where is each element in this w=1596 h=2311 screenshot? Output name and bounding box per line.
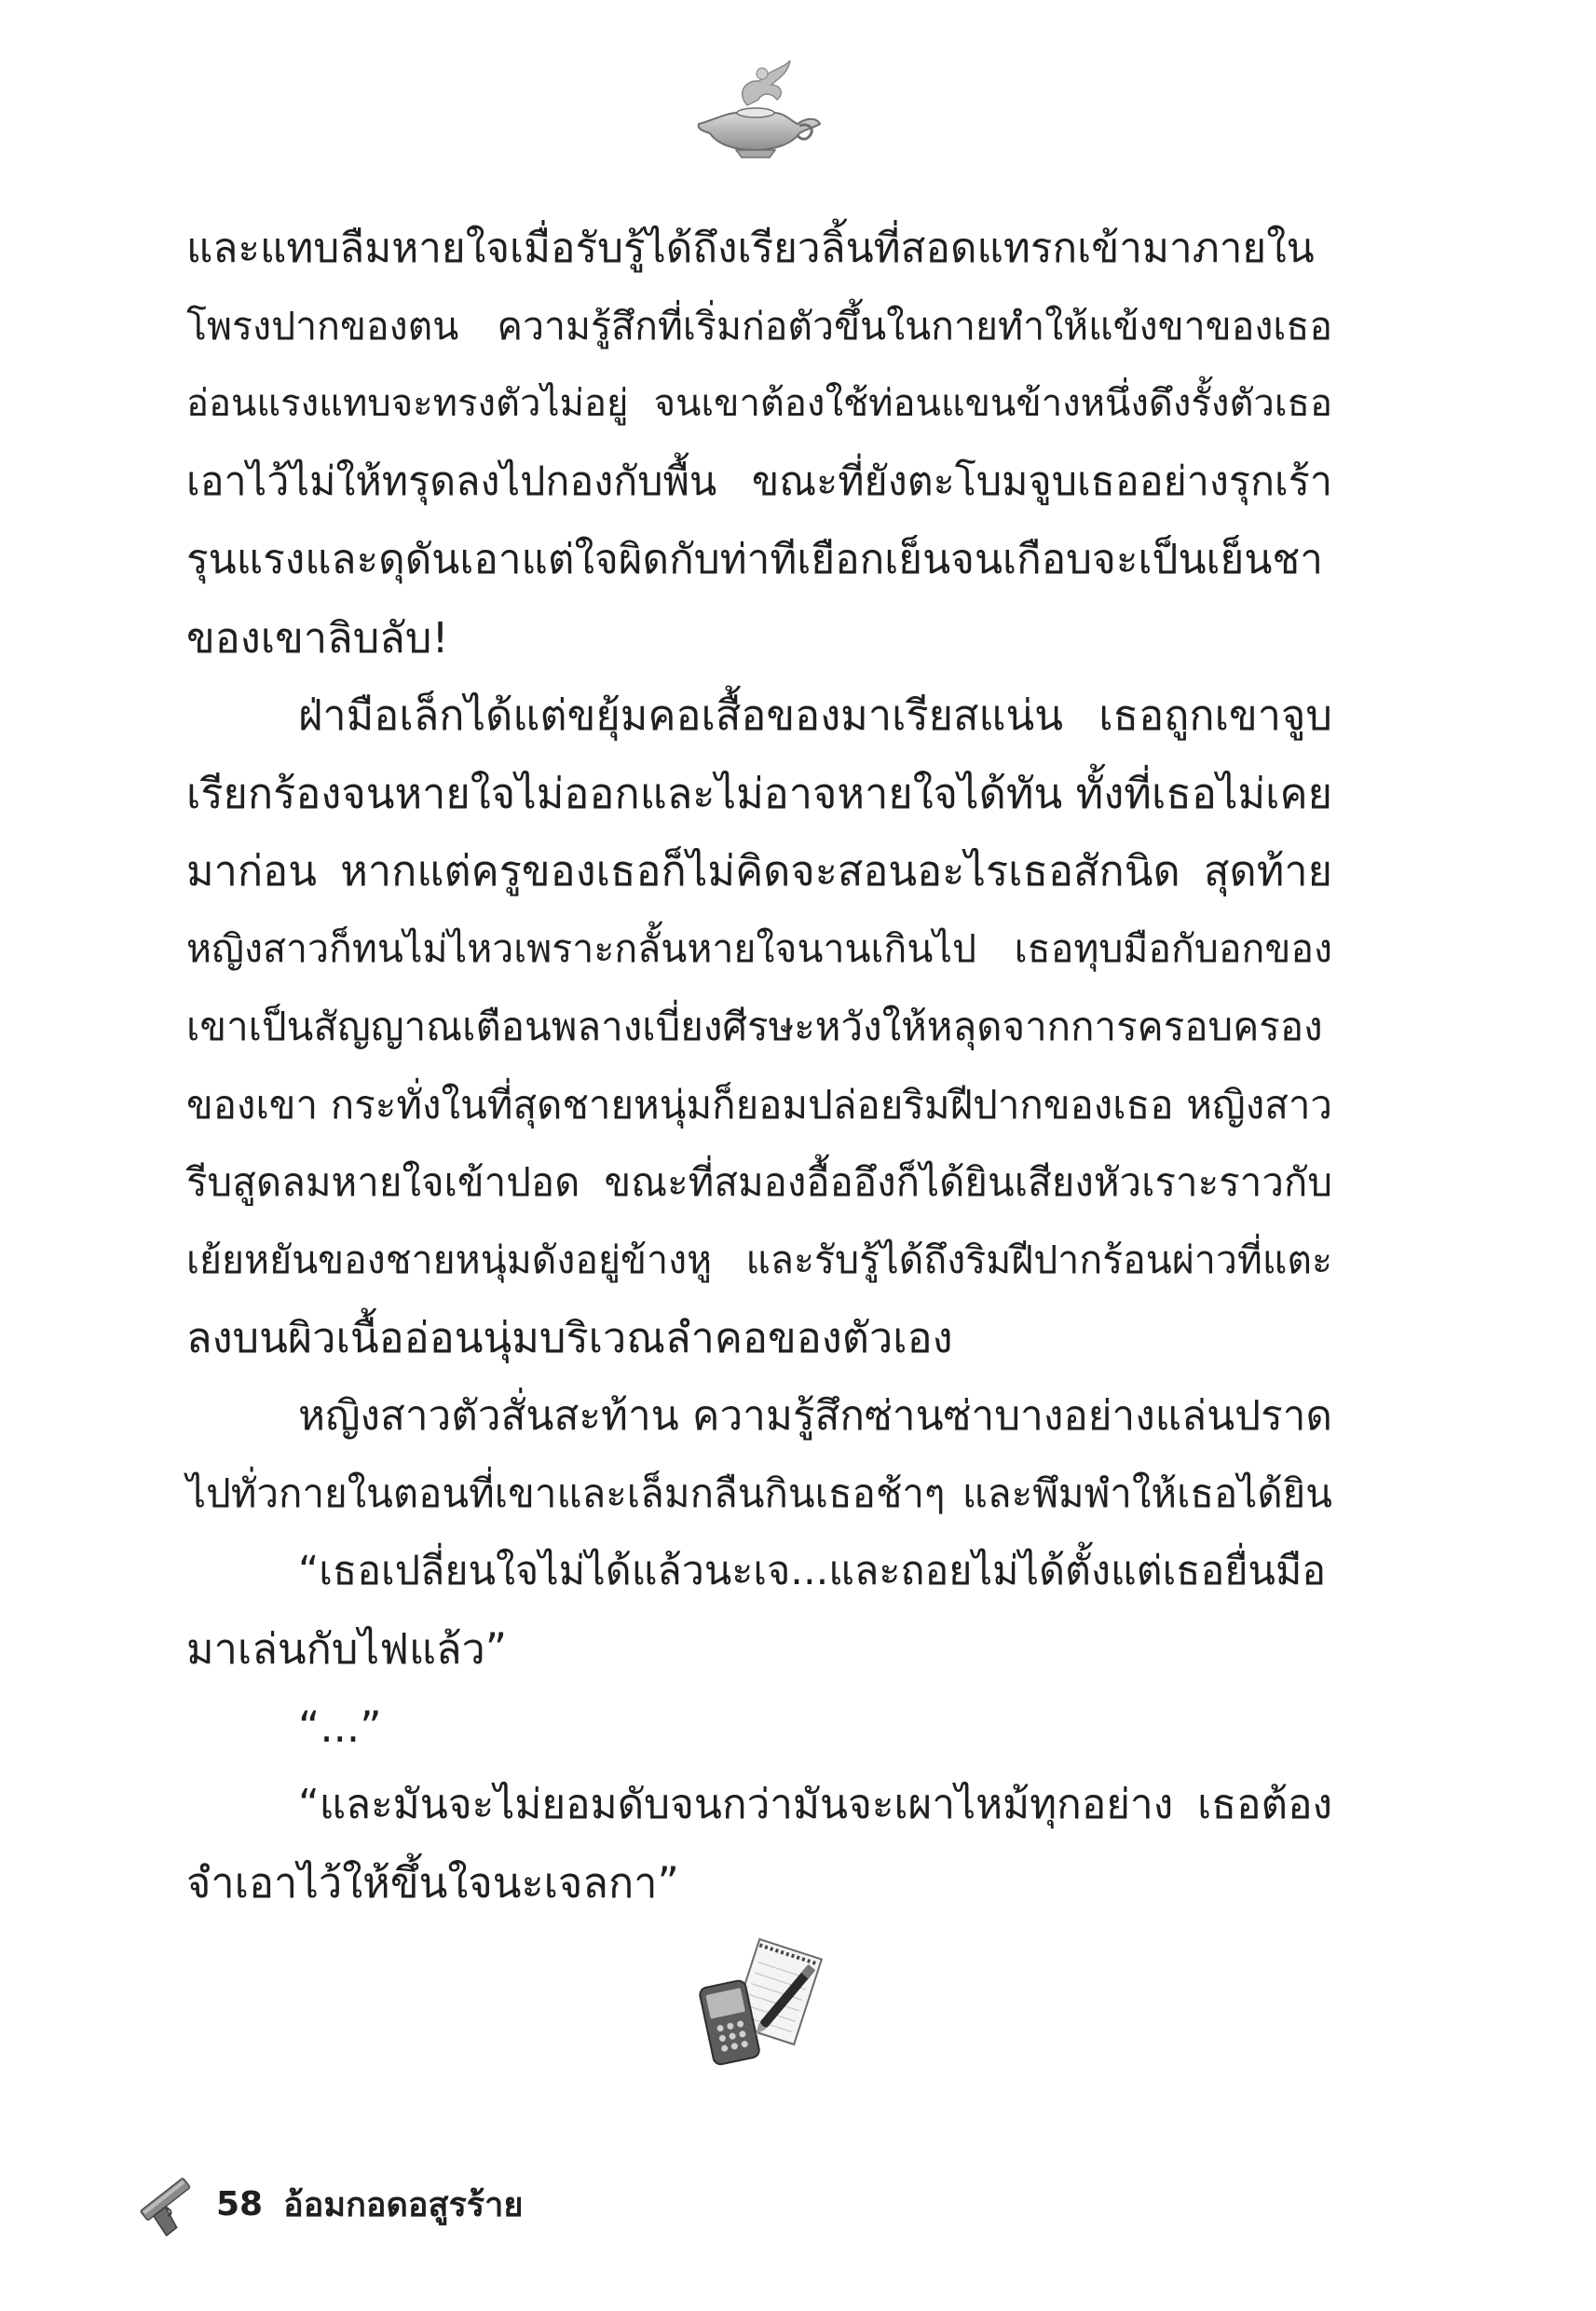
text-line: ของเขา กระทั่งในที่สุดชายหนุ่มก็ยอมปล่อยริมฝีปากของเธอ หญิงสาว — [186, 1081, 1332, 1128]
text-line: มาเล่นกับไฟแล้ว” — [186, 1624, 508, 1674]
text-line: ฝ่ามือเล็กได้แต่ขยุ้มคอเสื้อของมาเรียสแน่น เธอถูกเขาจูบ — [298, 691, 1332, 740]
text-line: เย้ยหยันของชายหนุ่มดังอยู่ข้างหู และรับรู้ได้ถึงริมฝีปากร้อนผ่าวที่แตะ — [186, 1237, 1332, 1282]
text-line: และแทบลืมหายใจเมื่อรับรู้ได้ถึงเรียวลิ้นที่สอดแทรกเข้ามาภายใน — [186, 225, 1315, 272]
text-line: “...” — [298, 1702, 382, 1752]
text-line: เรียกร้องจนหายใจไม่ออกและไม่อาจหายใจได้ทัน ทั้งที่เธอไม่เคย — [186, 768, 1332, 818]
text-line: “และมันจะไม่ยอมดับจนกว่ามันจะเผาไหม้ทุกอย่าง เธอต้อง — [298, 1781, 1332, 1828]
text-line: ของเขาลิบลับ! — [186, 612, 449, 663]
body-text — [186, 210, 1332, 1921]
text-line: หญิงสาวตัวสั่นสะท้าน ความรู้สึกซ่านซ่าบางอย่างแล่นปราด — [298, 1391, 1332, 1440]
text-line: รีบสูดลมหายใจเข้าปอด ขณะที่สมองอื้ออึงก็ได้ยินเสียงหัวเราะราวกับ — [186, 1159, 1332, 1205]
page-footer — [130, 2162, 523, 2246]
genie-lamp-icon — [680, 51, 829, 163]
text-line: “เธอเปลี่ยนใจไม่ได้แล้วนะเจ...และถอยไม่ได้ตั้งแต่เธอยื่นมือ — [298, 1547, 1327, 1594]
page-number: 58 — [216, 2184, 264, 2223]
text-line: ลงบนผิวเนื้ออ่อนนุ่มบริเวณลำคอของตัวเอง — [186, 1313, 953, 1362]
text-line: เขาเป็นสัญญาณเตือนพลางเบี่ยงศีรษะหวังให้หลุดจากการครอบครอง — [186, 1004, 1323, 1049]
text-line: เอาไว้ไม่ให้ทรุดลงไปกองกับพื้น ขณะที่ยังตะโบมจูบเธออย่างรุกเร้า — [186, 458, 1332, 505]
pistol-icon — [130, 2167, 205, 2241]
text-line: จำเอาไว้ให้ขึ้นใจนะเจลกา” — [186, 1857, 679, 1908]
text-line: มาก่อน หากแต่ครูของเธอก็ไม่คิดจะสอนอะไรเธอสักนิด สุดท้าย — [186, 846, 1332, 896]
notepad-phone-pen-icon — [689, 1929, 829, 2069]
text-line: อ่อนแรงแทบจะทรงตัวไม่อยู่ จนเขาต้องใช้ท่อนแขนข้างหนึ่งดึงรั้งตัวเธอ — [186, 382, 1332, 425]
text-line: หญิงสาวก็ทนไม่ไหวเพราะกลั้นหายใจนานเกินไป เธอทุบมือกับอกของ — [186, 925, 1332, 971]
text-line: โพรงปากของตน ความรู้สึกที่เริ่มก่อตัวขึ้นในกายทำให้แข้งขาของเธอ — [186, 303, 1332, 349]
text-line: รุนแรงและดุดันเอาแต่ใจผิดกับท่าทีเยือกเย็นจนเกือบจะเป็นเย็นชา — [186, 536, 1323, 583]
text-line: ไปทั่วกายในตอนที่เขาและเล็มกลืนกินเธอช้าๆ และพึมพำให้เธอได้ยิน — [186, 1470, 1332, 1516]
book-title: อ้อมกอดอสูรร้าย — [283, 2185, 524, 2224]
